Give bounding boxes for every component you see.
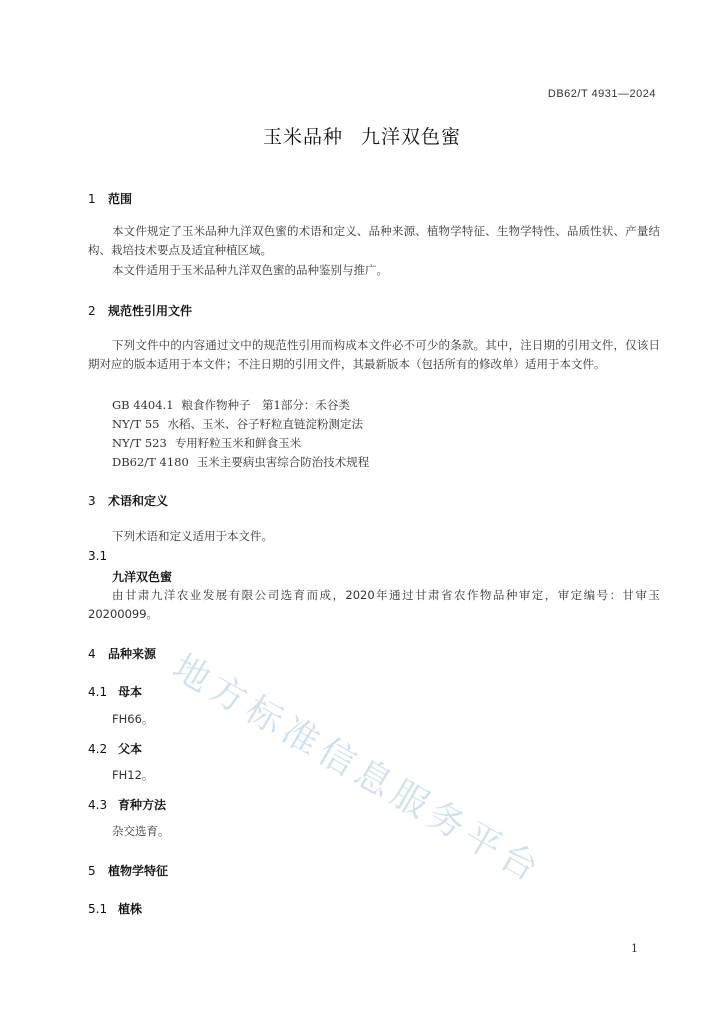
subsection-4-1-heading [88,683,142,700]
title-part-2: 九洋双色蜜 [361,126,462,148]
subsection-5-1-title: 植株 [118,902,143,916]
subsection-4-2-heading [88,740,142,757]
subsection-4-1-number: 4.1 [88,685,108,699]
reference-code: DB62/T 4180 [112,455,189,469]
section-4-heading [88,645,156,662]
subsection-4-1-text: FH66。 [112,712,154,726]
reference-name: 玉米主要病虫害综合防治技术规程 [196,455,370,469]
subsection-4-3-title: 育种方法 [118,798,167,812]
page-number: 1 [631,942,638,955]
section-1-title: 范围 [108,192,133,206]
reference-item [112,416,363,432]
section-4-number: 4 [88,647,96,661]
section-3-heading [88,492,168,509]
watermark-text: 地方标准信息服务平台 [165,646,550,893]
section-5-title: 植物学特征 [108,864,169,878]
subsection-4-2-number: 4.2 [88,742,108,756]
section-5-heading [88,862,168,879]
document-title [0,122,724,149]
subsection-4-2-text: FH12。 [112,768,154,782]
section-2-number: 2 [88,304,96,318]
reference-item [112,435,301,451]
section-3-title: 术语和定义 [108,494,169,508]
subsection-4-3-heading [88,796,166,813]
subsection-5-1-heading [88,900,142,917]
reference-code: NY/T 55 [112,417,160,431]
section-2-heading [88,302,192,319]
section-5-number: 5 [88,864,96,878]
reference-item [112,397,350,413]
subsection-4-2-title: 父本 [118,742,143,756]
term-number: 3.1 [88,549,108,563]
term-name: 九洋双色蜜 [112,570,173,584]
reference-code: GB 4404.1 [112,398,174,412]
section-3-number: 3 [88,494,96,508]
reference-item [112,454,369,470]
reference-code: NY/T 523 [112,436,167,450]
section-1-paragraph-2: 本文件适用于玉米品种九洋双色蜜的品种鉴别与推广。 [112,263,388,277]
subsection-4-3-number: 4.3 [88,798,108,812]
subsection-4-1-title: 母本 [118,685,143,699]
reference-name: 粮食作物种子 第1部分：禾谷类 [181,398,350,412]
subsection-5-1-number: 5.1 [88,902,108,916]
section-3-paragraph-1: 下列术语和定义适用于本文件。 [112,529,273,543]
section-2-paragraph-1: 下列文件中的内容通过文中的规范性引用而构成本文件必不可少的条款。其中，注日期的引用文件，仅该日期对应的版本适用于本文件；不注日期的引用文件，其最新版本（包括所有的修改单）适用于本文件。 [88,338,660,371]
reference-name: 水稻、玉米、谷子籽粒直链淀粉测定法 [167,417,363,431]
section-2-title: 规范性引用文件 [108,304,193,318]
term-definition: 由甘肃九洋农业发展有限公司选育而成，2020年通过甘肃省农作物品种审定，审定编号：甘审玉20200099。 [88,588,660,621]
document-code: DB62/T 4931—2024 [547,88,656,100]
subsection-4-3-text: 杂交选育。 [112,824,170,838]
title-part-1: 玉米品种 [262,126,343,148]
section-1-number: 1 [88,192,96,206]
section-1-paragraph-1: 本文件规定了玉米品种九洋双色蜜的术语和定义、品种来源、植物学特征、生物学特性、品质性状、产量结构、栽培技术要点及适宜种植区域。 [88,224,660,257]
section-1-heading [88,190,132,207]
reference-name: 专用籽粒玉米和鲜食玉米 [174,436,302,450]
section-4-title: 品种来源 [108,647,157,661]
